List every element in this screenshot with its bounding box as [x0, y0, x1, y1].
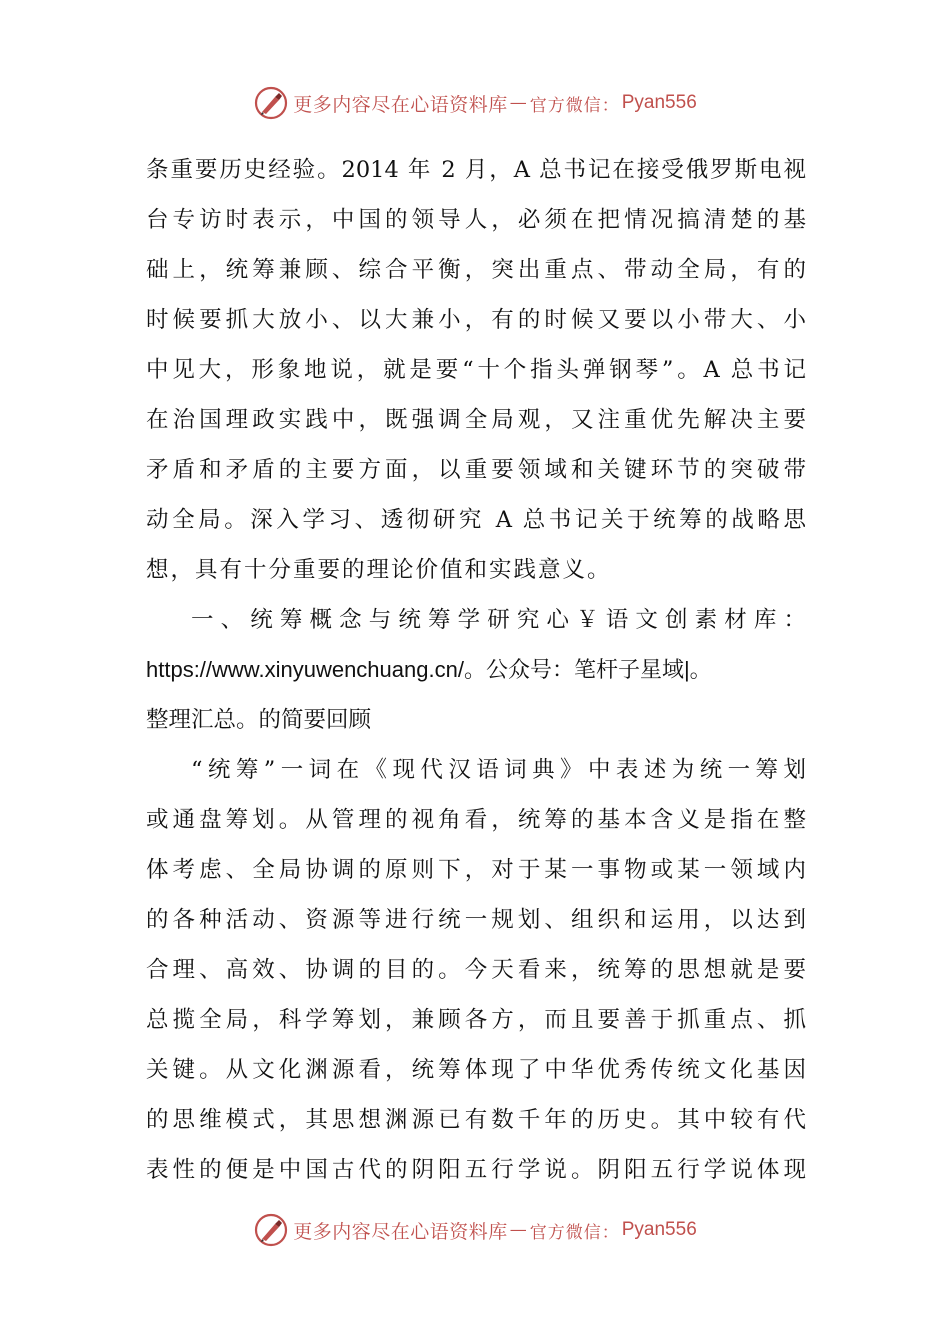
text-line: 表性的便是中国古代的阴阳五行学说。阴阳五行学说体现: [146, 1157, 806, 1183]
text-line: 总揽全局，科学筹划，兼顾各方，而且要善于抓重点、抓: [146, 1007, 806, 1033]
text-line: 关键。从文化渊源看，统筹体现了中华优秀传统文化基因: [146, 1057, 806, 1083]
text-line: 的各种活动、资源等进行统一规划、组织和运用，以达到: [146, 907, 806, 933]
header-title: 更多内容尽在心语资料库: [293, 93, 508, 116]
text-line: “统筹”一词在《现代汉语词典》中表述为统一筹划: [191, 757, 806, 783]
footer-banner: [0, 1210, 950, 1250]
text-line: 的思维模式，其思想渊源已有数千年的历史。其中较有代: [146, 1107, 806, 1133]
footer-dash: —: [509, 1220, 528, 1240]
section-heading-line: 一、统筹概念与统筹学研究心￥语文创素材库：: [191, 607, 806, 633]
pen-logo-icon: [253, 85, 289, 121]
text-line: 中见大，形象地说，就是要“十个指头弹钢琴”。A 总书记: [146, 357, 806, 383]
header-wechat-label: 官方微信：: [529, 95, 620, 116]
text-line: 台专访时表示，中国的领导人，必须在把情况搞清楚的基: [146, 207, 806, 233]
header-wechat-id: Pyan556: [621, 92, 697, 113]
text-line: 或通盘筹划。从管理的视角看，统筹的基本含义是指在整: [146, 807, 806, 833]
text-line: 整理汇总。的简要回顾: [146, 707, 372, 733]
text-line: 体考虑、全局协调的原则下，对于某一事物或某一领域内: [146, 857, 806, 883]
text-line: 础上，统筹兼顾、综合平衡，突出重点、带动全局，有的: [146, 257, 806, 283]
pen-logo-icon: [253, 1212, 289, 1248]
text-line: 合理、高效、协调的目的。今天看来，统筹的思想就是要: [146, 957, 806, 983]
document-body: [146, 145, 806, 1195]
text-line: 时候要抓大放小、以大兼小，有的时候又要以小带大、小: [146, 307, 806, 333]
text-line: 想，具有十分重要的理论价值和实践意义。: [146, 557, 612, 583]
text-line: https://www.xinyuwenchuang.cn/。公众号：笔杆子星域|。: [146, 657, 712, 682]
footer-wechat-label: 官方微信：: [529, 1222, 620, 1243]
header-banner: [0, 83, 950, 123]
footer-wechat-id: Pyan556: [621, 1219, 697, 1240]
header-dash: —: [509, 93, 528, 113]
text-line: 矛盾和矛盾的主要方面，以重要领域和关键环节的突破带: [146, 457, 806, 483]
text-line: 条重要历史经验。2014 年 2 月，A 总书记在接受俄罗斯电视: [146, 157, 806, 183]
text-line: 在治国理政实践中，既强调全局观，又注重优先解决主要: [146, 407, 806, 433]
text-line: 动全局。深入学习、透彻研究 A 总书记关于统筹的战略思: [146, 507, 806, 533]
footer-title: 更多内容尽在心语资料库: [293, 1220, 508, 1243]
